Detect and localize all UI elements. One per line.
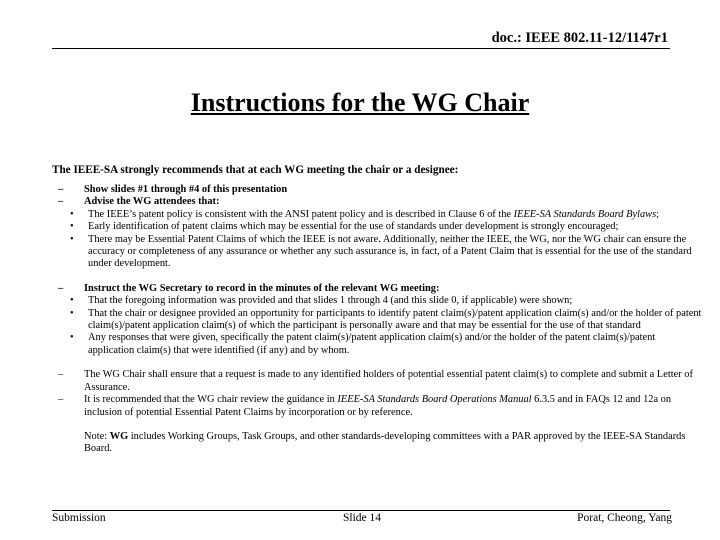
item-text: Show slides #1 through #4 of this presentation <box>84 184 288 195</box>
note-text <box>58 431 702 456</box>
item-text: It is recommended that the WG chair review the guidance in <box>84 394 338 406</box>
bullet-text: That the chair or designee provided an opportunity for participants to identify patent claim(s)/patent application claim(s) and/or the holder of patent claim(s)/patent application claim(s) of which the participant is personally aware and that may be essential for the use of that standard <box>88 307 702 332</box>
dash-marker: – <box>58 282 64 294</box>
sub-bullet-patent-policy <box>62 209 702 221</box>
bullet-text: The IEEE’s patent policy is consistent with the ANSI patent policy and is described in Clause 6 of the <box>88 208 514 220</box>
bullet-text-end: ; <box>656 208 660 220</box>
dash-marker: – <box>58 394 64 406</box>
slide-title: Instructions for the WG Chair <box>190 88 530 117</box>
sub-bullet-essential-claims <box>62 234 702 271</box>
document-id: doc.: IEEE 802.11-12/1147r1 <box>491 30 668 46</box>
bullet-icon: • <box>70 221 74 233</box>
header-rule <box>52 48 670 49</box>
item-text: Advise the WG attendees that: <box>84 196 220 208</box>
item-text: Instruct the WG Secretary to record in the minutes of the relevant WG meeting: <box>84 282 440 294</box>
bullet-icon: • <box>70 295 74 307</box>
dash-marker: – <box>58 369 64 381</box>
list-item-show-slides <box>58 184 702 196</box>
bullet-icon: • <box>70 332 74 344</box>
operations-manual-reference: IEEE-SA Standards Board Operations Manual <box>337 394 532 406</box>
bullet-icon: • <box>70 233 74 245</box>
instructions-body <box>58 184 702 456</box>
sub-bullet-opportunity <box>62 308 702 333</box>
footer-authors: Porat, Cheong, Yang <box>577 512 672 524</box>
item-text: The WG Chair shall ensure that a request is made to any identified holders of potential essential patent claim(s) to complete and submit a Letter of Assurance. <box>84 369 693 393</box>
bylaws-reference: IEEE-SA Standards Board Bylaws <box>513 208 657 220</box>
list-item-review-guidance <box>58 394 702 419</box>
bullet-icon: • <box>70 307 74 319</box>
dash-marker: – <box>58 184 64 195</box>
bullet-text: Any responses that were given, specifically the patent claim(s)/patent application claim(s) and/or the holder of the patent claim(s)/patent application claim(s) that were identified (if any) and by whom. <box>88 332 656 356</box>
dash-marker: – <box>58 196 64 208</box>
bullet-text: Early identification of patent claims which may be essential for the use of standards under development is strongly encouraged; <box>88 221 619 233</box>
footer-submission: Submission <box>52 512 106 524</box>
note-wg-term: WG <box>109 430 129 442</box>
bullet-text: That the foregoing information was provided and that slides 1 through 4 (and this slide 0, if applicable) were shown; <box>88 295 573 307</box>
item-text-end: 6.3.5 and in FAQs 12 and 12a on inclusion of potential Essential Patent Claims by incorporation or by reference. <box>84 394 672 418</box>
intro-text: The IEEE-SA strongly recommends that at each WG meeting the chair or a designee: <box>52 164 459 176</box>
note-body: includes Working Groups, Task Groups, and other standards-developing committees with a PAR approved by the IEEE-SA Standards Board. <box>84 430 686 455</box>
list-item-instruct-secretary <box>58 283 702 295</box>
sub-bullet-information-provided <box>62 295 702 307</box>
list-item-advise-attendees <box>58 196 702 208</box>
footer-rule <box>52 510 670 511</box>
sub-bullet-early-identification <box>62 221 702 233</box>
bullet-icon: • <box>70 208 74 220</box>
note-prefix: Note: <box>84 430 110 442</box>
list-item-letter-of-assurance <box>58 369 702 394</box>
bullet-text: There may be Essential Patent Claims of which the IEEE is not aware. Additionally, neither the IEEE, the WG, nor the WG chair can ensure the accuracy or completeness of any assurance or whether any such assurance is, in fact, of a Patent Claim that is essential for the use of the standard under development. <box>88 233 692 270</box>
footer-slide-number: Slide 14 <box>343 512 382 524</box>
sub-bullet-responses <box>62 332 702 357</box>
